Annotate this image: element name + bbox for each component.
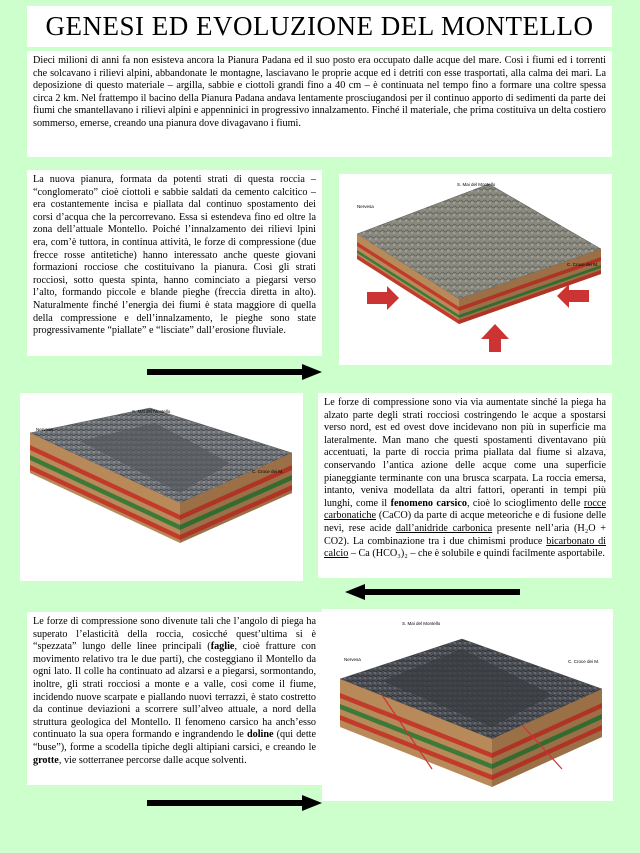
p2-text-c: , cioè lo scioglimento delle [466,497,584,509]
block-diagram-stage-3-svg [322,609,613,801]
p3-text-e: (qui dette “buse”), forme a scodella tipiche degli altipiani carsici, e creando le [33,729,316,753]
block-diagram-stage-3 [322,609,613,801]
label-santa-maria: S. Mai del Montello [457,182,496,187]
force-arrow-up [481,324,509,352]
label-santa-maria-3: S. Mai del Montello [402,621,441,626]
p2-bicarbonato: bicarbonato di calcio [324,535,606,560]
p2-text-a: Le forze di compressione sono via via aumentate sinché la piega ha alzato parte degli strati rocciosi costringendo le acque a spostarsi verso nord, est ed ovest dove incidevano non più in superficie ma lateralmente. Man mano che questi spostamenti diventavano più accentuati, la parte di roccia prima piallata dal fiume si alzava, conservando l’antica azione delle acque come una superficie pianeggiante terminante con una brusca scarpata. La roccia emersa, intanto, veniva modellata da altri fattori, operanti in tempi più lunghi, come il [324,397,606,509]
arrow-right-3 [147,795,322,811]
p3-text-g: , vie sotterranee percorse dalle acque solventi. [58,754,247,766]
force-arrow-left [367,286,399,310]
arrow-right-1 [147,364,322,380]
block-diagram-stage-2 [20,393,303,581]
title-box [27,6,612,47]
label-croce-2: C. Croce dei M. [252,469,284,474]
p3-grotte: grotte [33,754,59,766]
block-diagram-stage-2-svg [20,393,303,581]
paragraph-stage-2 [318,393,612,578]
label-croce-3: C. Croce dei M. [568,659,600,664]
p2-fenomeno-carsico: fenomeno carsico [390,497,467,509]
paragraph-stage-3 [27,612,322,785]
block-diagram-stage-1-svg [339,174,612,365]
label-nervesa: Nervesa [357,204,374,209]
arrow-left-2 [345,584,520,600]
label-nervesa-3: Nervesa [344,657,361,662]
p3-text-c: , cioè fratture con movimento relativo tra le due parti), che costeggiano il Montello da ogni lato. Il colle ha continuato ad alzarsi e a piegarsi, sormontando, inoltre, gli strati rocciosi a monte e a valle, così come il fiume, incidendo nuove scarpate e piallando nuovi terrazzi, è stato costretto da continue deviazioni a scorrere sull’alveo attuale, a nord della struttura geologica del Montello. Il fenomeno carsico ha anch’esso continuato la sua opera formando e ingrandendo le [33,641,316,741]
p3-faglie: faglie [210,641,235,653]
p3-doline: doline [246,729,274,741]
p2-text-e: (CaCO) da parte di acque meteoriche e di fusione delle nevi, rese acide [324,510,606,534]
label-croce: C. Croce dei M. [567,262,599,267]
label-nervesa-2: Nervesa [36,427,53,432]
p2-rocce-carbonatiche: rocce carbonatiche [324,497,606,522]
block-diagram-stage-1 [339,174,612,365]
page-title: GENESI ED EVOLUZIONE DEL MONTELLO [45,11,594,41]
label-santa-maria-2: S. Mai del Montello [132,409,171,414]
paragraph-stage-1: La nuova pianura, formata da potenti strati di questa roccia – “conglomerato” cioè ciottoli e sabbie saldati da cemento calcitico – era costantemente incisa e piallata dal continuo spostamento dei corsi d’acqua che la percorrevano. Essa si estendeva fino ed oltre la zona dell’attuale Montello. Poiché l’innalzamento dei rilievi lpini era, com’è tuttora, in continua attività, le forze di compressione (due frecce rosse antitetiche) hanno interessato anche queste giovani formazioni rocciose che costituivano la pianura. Così gli strati rocciosi, sotto questa spinta, hanno cominciato a piegarsi verso l’alto, formando piccole e blande pieghe (freccia diretta in alto). Naturalmente finché l’energia dei fiumi è stata maggiore di quella della compressione e dell’innalzamento, le pieghe sono state progressivamente “piallate” e “lisciate” dall’erosione fluviale. [27,170,322,356]
intro-paragraph: Dieci milioni di anni fa non esisteva ancora la Pianura Padana ed il suo posto era occupato dalle acque del mare. Così i fiumi ed i torrenti che solcavano i rilievi alpini, abbandonate le montagne, lasciavano le proprie acque ed i detriti con esse trasportati, alla calma dei mari. La deposizione di questo materiale – argilla, sabbie e ciottoli grandi fino a 40 cm – è continuata nel tempo fino a formare una coltre spessa circa 2 km. Nel frattempo il bacino della Pianura Padana andava lentamente prosciugandosi per il continuo apporto di sedimenti da parte dei fiumi che smantellavano i rilievi alpini e appenninici in progressivo innalzamento. Finché il materiale, che prima costituiva un delta costiero sommerso, emerse, creando una pianura dove divagavano i fiumi. [27,51,612,157]
p3-text-a: Le forze di compressione sono divenute tali che l’angolo di piega ha superato l’elasticità della roccia, cosicché quest’ultima si è “spezzata” lungo delle linee principali ( [33,616,316,653]
p2-anidride-carbonica: dall’anidride carbonica [395,522,493,534]
p2-text-g: presente nell’aria (H₂O + CO2). La combinazione tra i due chimismi produce [324,522,606,547]
p2-text-i: – Ca (HCO₃)₂ – che è solubile e quindi facilmente asportabile. [348,548,605,560]
